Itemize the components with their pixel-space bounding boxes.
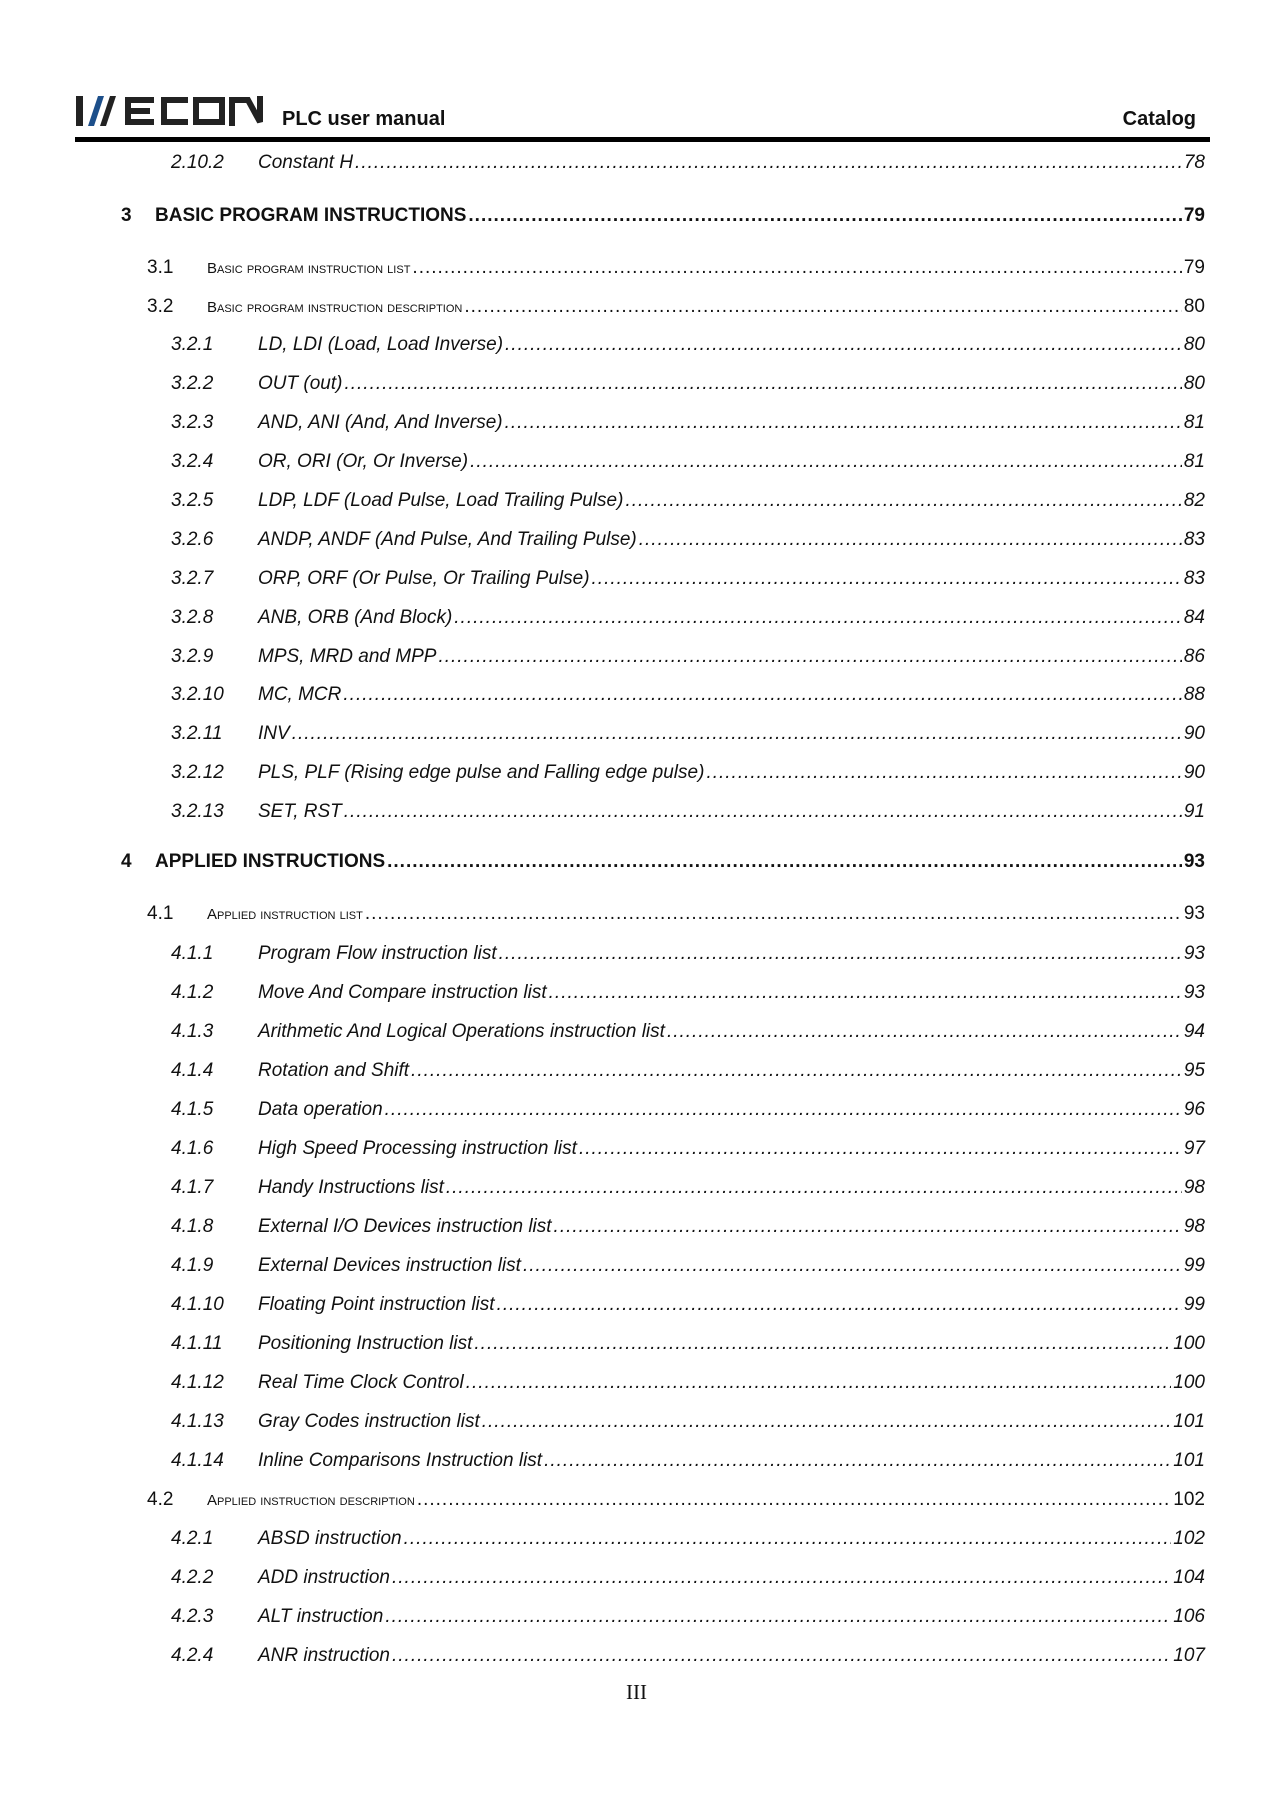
dot-leader xyxy=(411,1060,1182,1082)
toc-entry[interactable] xyxy=(171,1255,1205,1277)
toc-entry[interactable] xyxy=(121,851,1205,873)
toc-entry-page: 102 xyxy=(1173,1528,1205,1549)
toc-entry-title: OUT (out) xyxy=(258,373,343,394)
toc-entry-number: 3.2.7 xyxy=(171,568,214,589)
dot-leader xyxy=(412,257,1181,279)
toc-entry[interactable] xyxy=(121,205,1205,227)
toc-entry-number: 3.1 xyxy=(147,257,174,278)
toc-entry-title: Handy Instructions list xyxy=(258,1177,444,1198)
toc-entry-title: ANDP, ANDF (And Pulse, And Trailing Pulse) xyxy=(258,529,637,550)
dot-leader xyxy=(470,451,1182,473)
toc-entry-number: 3.2 xyxy=(147,296,174,317)
dot-leader xyxy=(417,1489,1171,1511)
page-number: III xyxy=(626,1680,647,1704)
dot-leader xyxy=(446,1177,1182,1199)
toc-entry-number: 4.1.3 xyxy=(171,1021,214,1042)
toc-entry-page: 84 xyxy=(1183,607,1205,628)
toc-entry-page: 82 xyxy=(1183,490,1205,511)
toc-entry-title: BASIC PROGRAM INSTRUCTIONS xyxy=(155,205,467,226)
toc-entry-number: 3.2.9 xyxy=(171,646,214,667)
toc-entry-number: 4.2.1 xyxy=(171,1528,214,1549)
toc-entry-title: OR, ORI (Or, Or Inverse) xyxy=(258,451,469,472)
toc-entry-number: 3 xyxy=(121,205,132,226)
toc-entry-number: 4.1 xyxy=(147,903,174,924)
dot-leader xyxy=(667,1021,1182,1043)
toc-entry-page: 93 xyxy=(1183,851,1205,872)
toc-entry-number: 4.2 xyxy=(147,1489,174,1510)
wecon-logo xyxy=(76,92,271,128)
toc-entry[interactable] xyxy=(171,982,1205,1004)
dot-leader xyxy=(549,982,1182,1004)
toc-entry-page: 81 xyxy=(1183,412,1205,433)
dot-leader xyxy=(579,1138,1182,1160)
toc-entry-page: 102 xyxy=(1173,1489,1205,1510)
toc-entry-page: 80 xyxy=(1183,373,1205,394)
toc-entry[interactable] xyxy=(171,568,1205,590)
toc-entry[interactable] xyxy=(171,1216,1205,1238)
dot-leader xyxy=(385,1099,1182,1121)
toc-entry-title: ADD instruction xyxy=(258,1567,390,1588)
toc-entry-page: 81 xyxy=(1183,451,1205,472)
toc-entry-number: 4.1.7 xyxy=(171,1177,214,1198)
toc-entry-title: External I/O Devices instruction list xyxy=(258,1216,552,1237)
toc-entry-number: 4.1.2 xyxy=(171,982,214,1003)
toc-entry[interactable] xyxy=(171,1645,1205,1667)
header-section: Catalog xyxy=(1122,108,1196,130)
toc-entry-title: Constant H xyxy=(258,152,354,173)
toc-entry-page: 94 xyxy=(1183,1021,1205,1042)
toc-entry-title: Basic program instruction list xyxy=(207,260,411,277)
toc-entry-number: 4.1.6 xyxy=(171,1138,214,1159)
dot-leader xyxy=(625,490,1181,512)
toc-entry-title: ALT instruction xyxy=(258,1606,384,1627)
toc-entry[interactable] xyxy=(171,1138,1205,1160)
toc-entry-title: MC, MCR xyxy=(258,684,342,705)
toc-entry-page: 80 xyxy=(1183,334,1205,355)
toc-entry[interactable] xyxy=(171,1294,1205,1316)
toc-entry-title: Program Flow instruction list xyxy=(258,943,497,964)
toc-entry-title: Rotation and Shift xyxy=(258,1060,410,1081)
toc-entry-page: 101 xyxy=(1173,1450,1205,1471)
toc-entry[interactable] xyxy=(171,801,1205,823)
toc-entry[interactable] xyxy=(171,334,1205,356)
toc-entry-title: External Devices instruction list xyxy=(258,1255,521,1276)
toc-entry[interactable] xyxy=(171,1021,1205,1043)
toc-entry-title: High Speed Processing instruction list xyxy=(258,1138,577,1159)
dot-leader xyxy=(482,1411,1172,1433)
toc-entry-title: LDP, LDF (Load Pulse, Load Trailing Pulse) xyxy=(258,490,624,511)
dot-leader xyxy=(554,1216,1182,1238)
toc-entry[interactable] xyxy=(171,1606,1205,1628)
dot-leader xyxy=(523,1255,1182,1277)
toc-entry-title: Positioning Instruction list xyxy=(258,1333,473,1354)
toc-entry-title: ANR instruction xyxy=(258,1645,390,1666)
toc-entry[interactable] xyxy=(147,257,1205,279)
toc-entry-title: Applied instruction list xyxy=(207,906,363,923)
toc-entry[interactable] xyxy=(171,152,1205,174)
toc-entry-title: Arithmetic And Logical Operations instruction list xyxy=(258,1021,665,1042)
toc-entry-page: 93 xyxy=(1183,943,1205,964)
dot-leader xyxy=(404,1528,1172,1550)
dot-leader xyxy=(387,851,1182,873)
toc-entry-page: 93 xyxy=(1183,982,1205,1003)
toc-entry-title: Applied instruction description xyxy=(207,1492,415,1509)
dot-leader xyxy=(464,296,1182,318)
dot-leader xyxy=(392,1567,1171,1589)
toc-entry-title: Basic program instruction description xyxy=(207,299,463,316)
toc-entry-page: 97 xyxy=(1183,1138,1205,1159)
toc-entry[interactable] xyxy=(171,646,1205,668)
dot-leader xyxy=(499,943,1182,965)
toc-entry[interactable] xyxy=(171,943,1205,965)
toc-entry-number: 4.1.5 xyxy=(171,1099,214,1120)
toc-entry[interactable] xyxy=(147,1489,1205,1511)
toc-entry[interactable] xyxy=(171,1567,1205,1589)
toc-entry[interactable] xyxy=(171,762,1205,784)
toc-entry-page: 95 xyxy=(1183,1060,1205,1081)
dot-leader xyxy=(505,334,1182,356)
toc-entry-page: 79 xyxy=(1183,257,1205,278)
header-rule xyxy=(75,137,1210,142)
toc-entry-title: Data operation xyxy=(258,1099,383,1120)
toc-entry-page: 98 xyxy=(1183,1177,1205,1198)
toc-entry[interactable] xyxy=(171,490,1205,512)
toc-entry-page: 93 xyxy=(1183,903,1205,924)
dot-leader xyxy=(592,568,1182,590)
toc-entry-number: 4.1.10 xyxy=(171,1294,224,1315)
toc-entry-number: 3.2.3 xyxy=(171,412,214,433)
toc-entry-title: ANB, ORB (And Block) xyxy=(258,607,453,628)
toc-entry-number: 4 xyxy=(121,851,132,872)
dot-leader xyxy=(468,205,1181,227)
dot-leader xyxy=(385,1606,1171,1628)
toc-entry-page: 106 xyxy=(1173,1606,1205,1627)
toc-entry-page: 90 xyxy=(1183,762,1205,783)
toc-entry-title: Inline Comparisons Instruction list xyxy=(258,1450,543,1471)
dot-leader xyxy=(344,801,1182,823)
toc-entry-number: 4.1.13 xyxy=(171,1411,224,1432)
dot-leader xyxy=(392,1645,1171,1667)
dot-leader xyxy=(474,1333,1171,1355)
toc-entry-title: AND, ANI (And, And Inverse) xyxy=(258,412,503,433)
toc-entry-title: LD, LDI (Load, Load Inverse) xyxy=(258,334,504,355)
toc-entry[interactable] xyxy=(171,1450,1205,1472)
toc-entry-number: 4.1.11 xyxy=(171,1333,223,1354)
toc-entry-page: 107 xyxy=(1173,1645,1205,1666)
dot-leader xyxy=(292,723,1182,745)
toc-entry-title: Real Time Clock Control xyxy=(258,1372,464,1393)
toc-entry-number: 3.2.12 xyxy=(171,762,224,783)
dot-leader xyxy=(466,1372,1172,1394)
toc-entry-number: 4.2.4 xyxy=(171,1645,214,1666)
toc-entry-page: 96 xyxy=(1183,1099,1205,1120)
dot-leader xyxy=(438,646,1181,668)
toc-entry-title: INV xyxy=(258,723,290,744)
toc-entry-title: APPLIED INSTRUCTIONS xyxy=(155,851,386,872)
toc-entry-number: 4.1.4 xyxy=(171,1060,214,1081)
toc-entry-number: 4.2.2 xyxy=(171,1567,214,1588)
toc-entry-title: Floating Point instruction list xyxy=(258,1294,495,1315)
toc-entry-title: ABSD instruction xyxy=(258,1528,402,1549)
toc-entry-page: 80 xyxy=(1183,296,1205,317)
toc-entry-page: 78 xyxy=(1183,152,1205,173)
toc-entry[interactable] xyxy=(171,529,1205,551)
toc-entry[interactable] xyxy=(171,412,1205,434)
toc-entry-page: 99 xyxy=(1183,1255,1205,1276)
toc-entry[interactable] xyxy=(171,723,1205,745)
dot-leader xyxy=(639,529,1182,551)
toc-entry[interactable] xyxy=(147,903,1205,925)
toc-entry[interactable] xyxy=(171,1099,1205,1121)
toc-entry-page: 100 xyxy=(1173,1333,1205,1354)
toc-entry-page: 100 xyxy=(1173,1372,1205,1393)
toc-entry-number: 4.1.1 xyxy=(171,943,214,964)
toc-entry-number: 3.2.8 xyxy=(171,607,214,628)
toc-entry-title: SET, RST xyxy=(258,801,342,822)
toc-entry[interactable] xyxy=(147,296,1205,318)
toc-entry[interactable] xyxy=(171,451,1205,473)
toc-entry-number: 4.1.8 xyxy=(171,1216,214,1237)
toc-entry-number: 4.1.12 xyxy=(171,1372,224,1393)
toc-entry[interactable] xyxy=(171,1528,1205,1550)
dot-leader xyxy=(497,1294,1182,1316)
toc-entry[interactable] xyxy=(171,373,1205,395)
toc-entry-number: 2.10.2 xyxy=(171,152,224,173)
toc-entry-number: 4.1.9 xyxy=(171,1255,214,1276)
dot-leader xyxy=(344,373,1181,395)
toc-entry-title: Move And Compare instruction list xyxy=(258,982,547,1003)
toc-entry-number: 3.2.1 xyxy=(171,334,214,355)
toc-entry-title: ORP, ORF (Or Pulse, Or Trailing Pulse) xyxy=(258,568,590,589)
dot-leader xyxy=(355,152,1182,174)
toc-entry[interactable] xyxy=(171,1060,1205,1082)
toc-entry-page: 79 xyxy=(1183,205,1205,226)
toc-entry-number: 4.1.14 xyxy=(171,1450,224,1471)
dot-leader xyxy=(343,684,1181,706)
toc-entry[interactable] xyxy=(171,1177,1205,1199)
toc-entry-page: 83 xyxy=(1183,529,1205,550)
toc-entry-page: 101 xyxy=(1173,1411,1205,1432)
dot-leader xyxy=(505,412,1182,434)
toc-entry-title: MPS, MRD and MPP xyxy=(258,646,437,667)
toc-entry-page: 98 xyxy=(1183,1216,1205,1237)
toc-entry-number: 3.2.10 xyxy=(171,684,224,705)
dot-leader xyxy=(365,903,1182,925)
toc-entry[interactable] xyxy=(171,1333,1205,1355)
toc-entry-number: 3.2.13 xyxy=(171,801,224,822)
toc-entry-page: 99 xyxy=(1183,1294,1205,1315)
header-title: PLC user manual xyxy=(282,108,446,130)
toc-entry-number: 3.2.4 xyxy=(171,451,214,472)
toc-entry-page: 91 xyxy=(1183,801,1205,822)
toc-entry[interactable] xyxy=(171,684,1205,706)
dot-leader xyxy=(454,607,1182,629)
toc-entry[interactable] xyxy=(171,607,1205,629)
toc-entry-number: 3.2.11 xyxy=(171,723,223,744)
toc-entry-page: 83 xyxy=(1183,568,1205,589)
toc-entry-page: 104 xyxy=(1173,1567,1205,1588)
toc-entry-page: 90 xyxy=(1183,723,1205,744)
toc-entry-page: 86 xyxy=(1183,646,1205,667)
toc-entry[interactable] xyxy=(171,1372,1205,1394)
toc-entry-number: 3.2.2 xyxy=(171,373,214,394)
toc-entry[interactable] xyxy=(171,1411,1205,1433)
toc-entry-number: 3.2.5 xyxy=(171,490,214,511)
toc-entry-number: 3.2.6 xyxy=(171,529,214,550)
toc-entry-page: 88 xyxy=(1183,684,1205,705)
toc-entry-title: Gray Codes instruction list xyxy=(258,1411,480,1432)
toc-entry-title: PLS, PLF (Rising edge pulse and Falling edge pulse) xyxy=(258,762,705,783)
toc-entry-number: 4.2.3 xyxy=(171,1606,214,1627)
dot-leader xyxy=(706,762,1181,784)
dot-leader xyxy=(544,1450,1171,1472)
